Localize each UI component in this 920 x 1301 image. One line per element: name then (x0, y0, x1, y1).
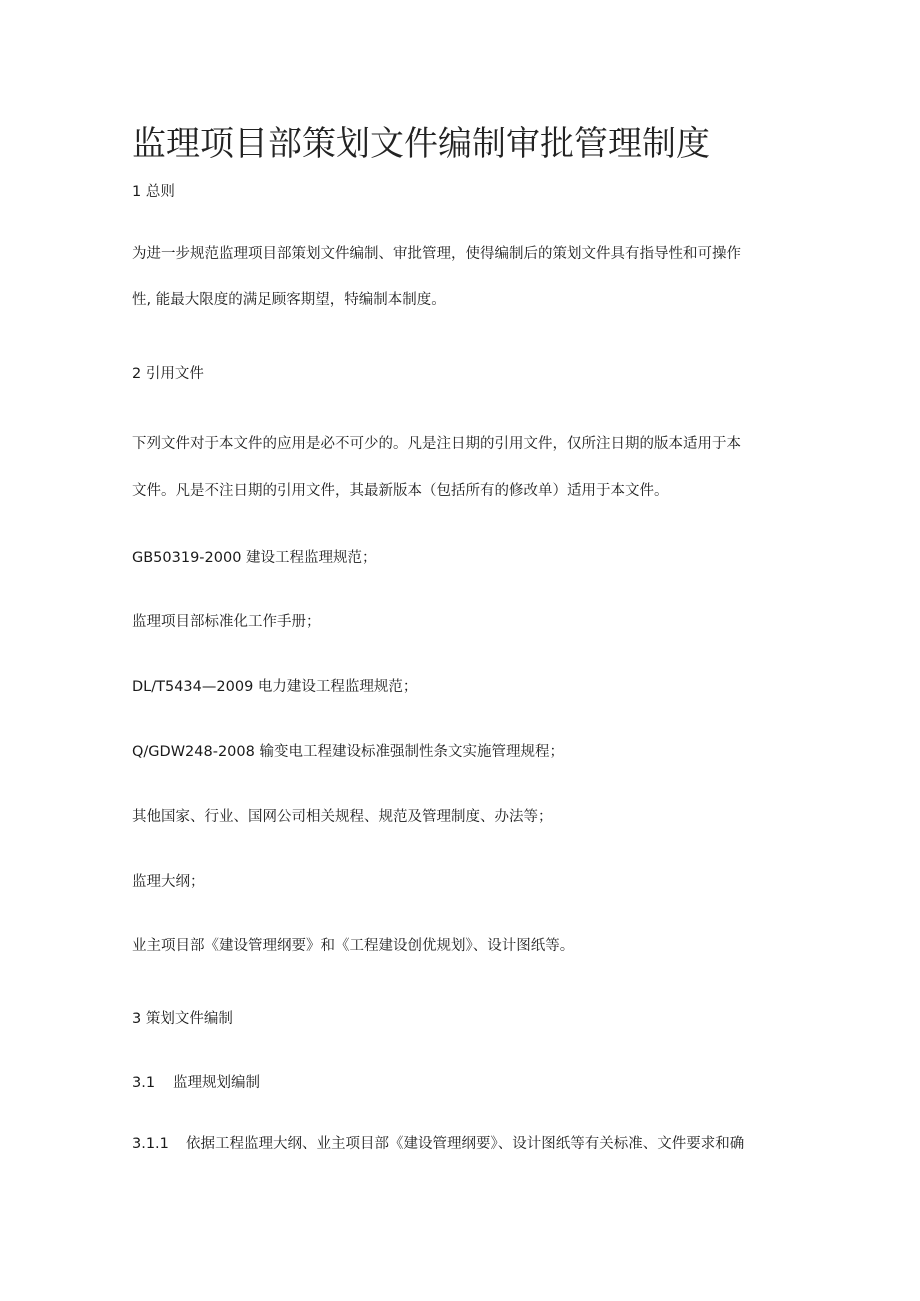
reference-item: DL/T5434—2009 电力建设工程监理规范； (132, 679, 418, 695)
subsection-title: 监理规划编制 (173, 1075, 260, 1091)
section-1-paragraph-line-2: 性, 能最大限度的满足顾客期望，特编制本制度。 (132, 292, 446, 308)
section-3-heading: 3 策划文件编制 (132, 1011, 233, 1027)
subsection-3-1-heading (132, 1072, 260, 1094)
clause-3-1-1 (132, 1133, 744, 1155)
section-2-heading: 2 引用文件 (132, 366, 204, 382)
reference-item: Q/GDW248-2008 输变电工程建设标准强制性条文实施管理规程； (132, 744, 564, 760)
reference-item: 监理大纲； (132, 874, 205, 890)
section-1-paragraph-line-1: 为进一步规范监理项目部策划文件编制、审批管理，使得编制后的策划文件具有指导性和可操作 (132, 246, 741, 262)
reference-item: GB50319-2000 建设工程监理规范； (132, 550, 377, 566)
section-2-paragraph-line-1: 下列文件对于本文件的应用是必不可少的。凡是注日期的引用文件，仅所注日期的版本适用于本 (132, 436, 741, 452)
reference-item: 业主项目部《建设管理纲要》和《工程建设创优规划》、设计图纸等。 (132, 938, 575, 954)
document-title: 监理项目部策划文件编制审批管理制度 (132, 124, 710, 164)
section-1-heading: 1 总则 (132, 184, 175, 200)
clause-text: 依据工程监理大纲、业主项目部《建设管理纲要》、设计图纸等有关标准、文件要求和确 (186, 1136, 745, 1152)
reference-item: 监理项目部标准化工作手册； (132, 614, 321, 630)
clause-number: 3.1.1 (132, 1136, 169, 1152)
reference-item: 其他国家、行业、国网公司相关规程、规范及管理制度、办法等； (132, 809, 553, 825)
subsection-number: 3.1 (132, 1075, 156, 1091)
section-2-paragraph-line-2: 文件。凡是不注日期的引用文件，其最新版本（包括所有的修改单）适用于本文件。 (132, 483, 669, 499)
